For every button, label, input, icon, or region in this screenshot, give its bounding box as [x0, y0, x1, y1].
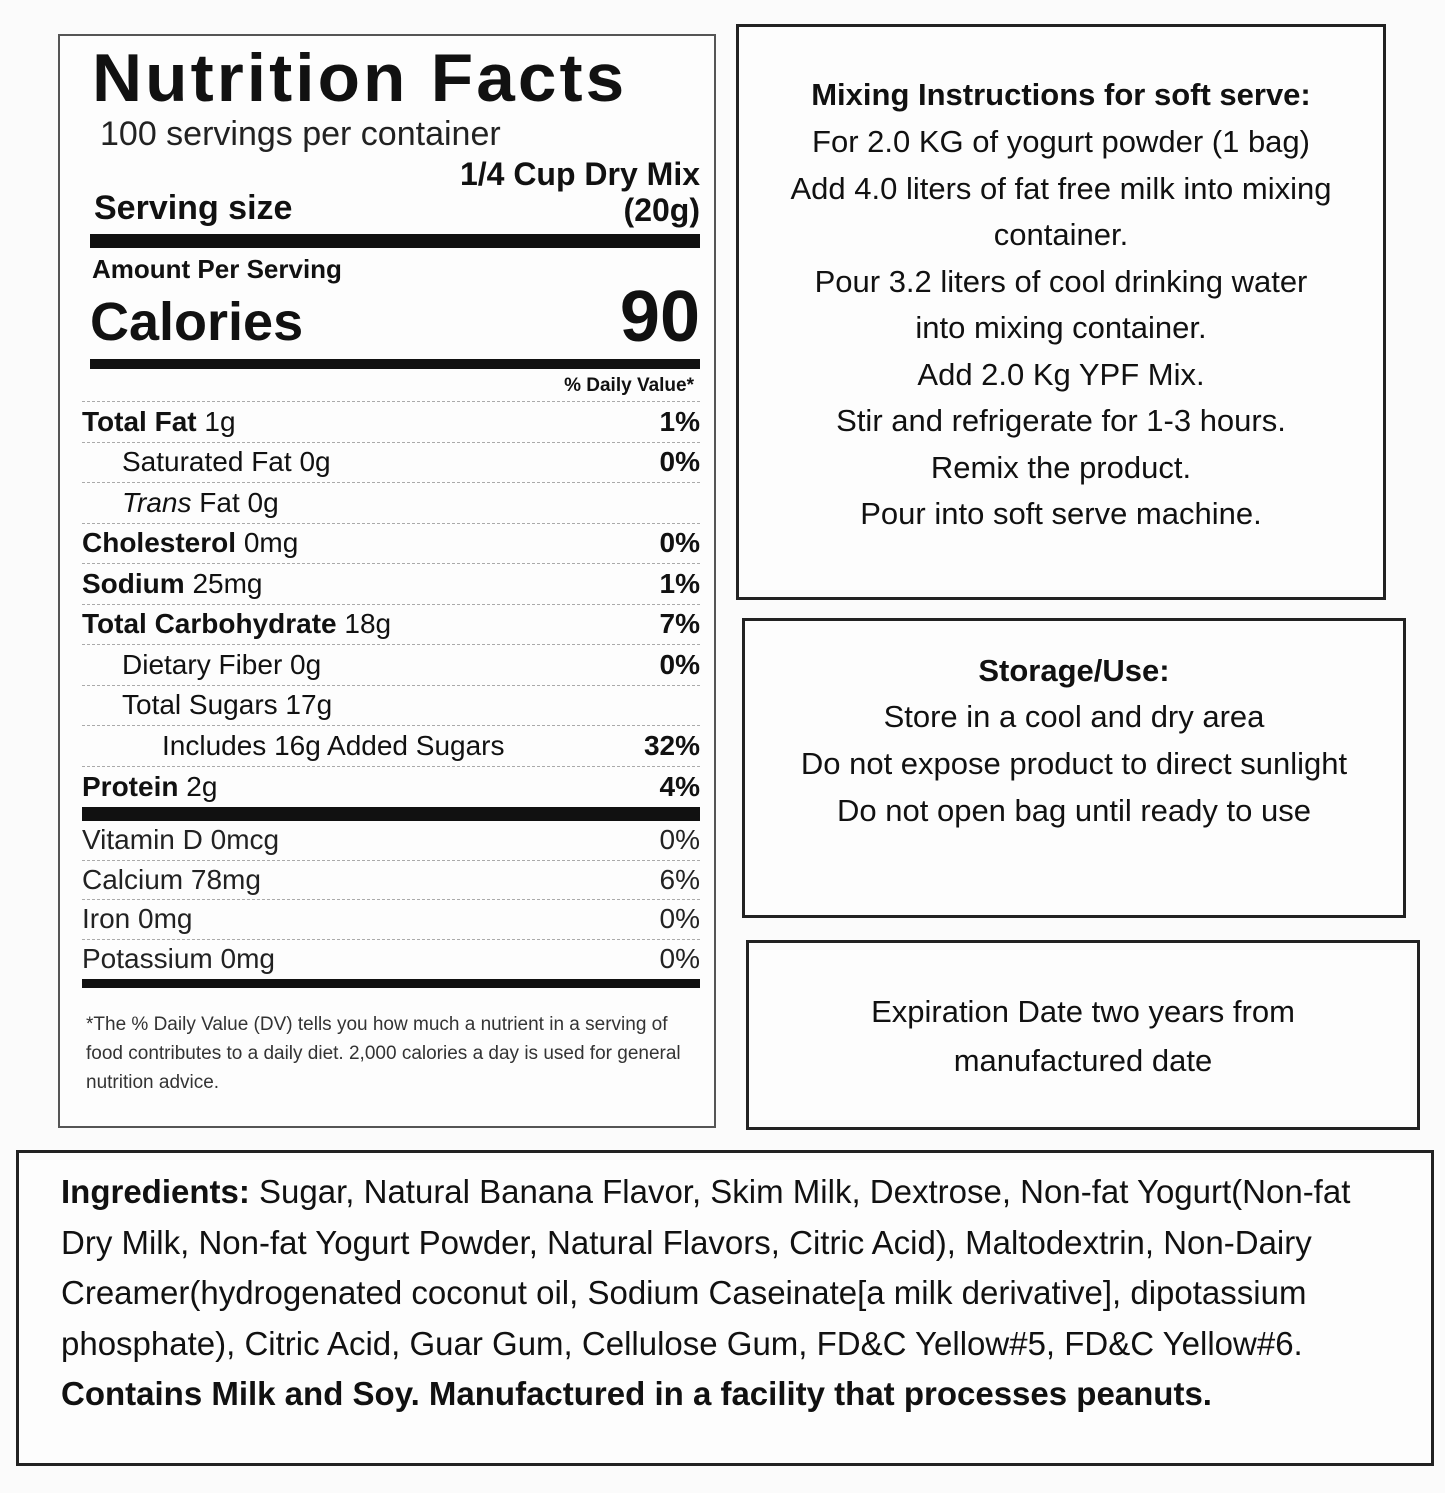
instruction-line: Add 2.0 Kg YPF Mix. [917, 356, 1205, 392]
nutrient-amount: 0g [299, 446, 331, 478]
nutrient-amount: 25mg [192, 567, 263, 599]
nutrient-name: Cholesterol [82, 527, 237, 559]
nutrition-facts-title: Nutrition Facts [92, 40, 628, 116]
nutrient-dv: 32% [643, 729, 700, 761]
vitamin-row [82, 940, 700, 980]
amount-per-serving: Amount Per Serving [92, 254, 342, 284]
nutrient-dv: 1% [659, 405, 700, 437]
divider-medium [82, 979, 700, 988]
instruction-line: Remix the product. [930, 449, 1192, 485]
daily-value-header: % Daily Value* [82, 369, 700, 402]
nutrient-amount: 17g [285, 689, 333, 721]
nutrient-row [82, 483, 700, 524]
vitamin-label: Iron 0mg [82, 903, 193, 935]
nutrition-facts-panel [58, 34, 716, 1128]
vitamin-dv: 0% [659, 824, 700, 856]
serving-size-label: Serving size [94, 189, 293, 227]
nutrient-dv: 0% [659, 446, 700, 478]
nutrient-row [82, 686, 700, 727]
nutrient-name: Dietary Fiber [122, 648, 283, 680]
nutrient-amount: Fat 0g [199, 486, 279, 518]
storage-title: Storage/Use: [978, 653, 1170, 688]
expiration-box [746, 940, 1420, 1130]
storage-line: Store in a cool and dry area [883, 699, 1265, 734]
nutrient-dv: 0% [659, 527, 700, 559]
vitamin-dv: 0% [659, 943, 700, 975]
instruction-line: Pour into soft serve machine. [860, 496, 1262, 531]
nutrient-row [82, 443, 700, 484]
nutrient-name: Total Fat [82, 405, 197, 437]
instruction-line: Stir and refrigerate for 1-3 hours. [836, 403, 1286, 438]
vitamin-dv: 0% [659, 903, 700, 935]
nutrient-amount: 18g [344, 608, 392, 640]
nutrient-row [82, 767, 700, 808]
daily-value-footnote: *The % Daily Value (DV) tells you how much a nutrient in a serving of food contributes to a daily diet. 2,000 calories a day is used for general nutrition advice. [86, 1014, 681, 1093]
divider-thick [90, 359, 700, 369]
vitamin-row [82, 821, 700, 861]
ingredients-text [61, 1167, 1391, 1369]
storage-line: Do not open bag until ready to use [837, 793, 1311, 828]
calories-value: 90 [619, 277, 700, 357]
nutrient-dv: 0% [659, 648, 700, 680]
vitamin-label: Calcium 78mg [82, 863, 261, 895]
nutrient-amount: 0mg [243, 527, 299, 559]
nutrient-row [82, 645, 700, 686]
ingredients-label: Ingredients: [61, 1173, 250, 1210]
nutrient-name: Protein [82, 770, 179, 802]
nutrient-amount: 2g [186, 770, 218, 802]
nutrient-name: Trans [122, 486, 192, 518]
mixing-instructions-box [736, 24, 1386, 600]
servings-per-container: 100 servings per container [100, 115, 501, 153]
divider-thick [90, 234, 700, 248]
vitamin-label: Vitamin D 0mcg [82, 824, 280, 856]
nutrient-row [82, 402, 700, 443]
nutrient-row [82, 524, 700, 565]
nutrient-amount: 0g [290, 648, 322, 680]
instruction-line: Add 4.0 liters of fat free milk into mixing container. [790, 170, 1332, 252]
instruction-line: Pour 3.2 liters of cool drinking water into mixing container. [814, 263, 1308, 345]
vitamin-row [82, 900, 700, 940]
nutrient-row [82, 605, 700, 646]
serving-size-row [82, 156, 700, 234]
mixing-instructions-title: Mixing Instructions for soft serve: [811, 77, 1311, 112]
expiration-text: Expiration Date two years from manufactured date [871, 994, 1295, 1078]
serving-size-line1: 1/4 Cup Dry Mix [459, 156, 700, 192]
storage-box [742, 618, 1406, 918]
nutrient-dv: 1% [659, 567, 700, 599]
nutrient-dv: 4% [659, 770, 700, 802]
nutrient-name: Includes 16g Added Sugars [162, 729, 505, 761]
calories-label: Calories [90, 292, 304, 352]
nutrient-name: Total Carbohydrate [82, 608, 337, 640]
nutrient-name: Sodium [82, 567, 185, 599]
ingredients-box [16, 1150, 1434, 1466]
divider-thick [82, 807, 700, 821]
nutrient-name: Total Sugars [122, 689, 278, 721]
storage-line: Do not expose product to direct sunlight [800, 746, 1348, 781]
nutrient-row [82, 564, 700, 605]
vitamin-dv: 6% [659, 863, 700, 895]
ingredients-list: Sugar, Natural Banana Flavor, Skim Milk, Dextrose, Non-fat Yogurt(Non-fat Dry Milk, Non-fat Yogurt Powder, Natural Flavors, Citric Acid), Maltodextrin, Non-Dairy Creamer(hydrogenated coconut oil, Sodium Caseinate[a milk derivative], dipotassium phosphate), Citric Acid, Guar Gum, Cellulose Gum, FD&C Yellow#5, FD&C Yellow#6. [61, 1173, 1351, 1362]
nutrient-row [82, 726, 700, 767]
nutrient-dv: 7% [659, 608, 700, 640]
allergen-statement: Contains Milk and Soy. Manufactured in a facility that processes peanuts. [61, 1375, 1212, 1412]
vitamin-row [82, 861, 700, 901]
serving-size-value [460, 156, 700, 228]
calories-row [90, 277, 700, 357]
serving-size-line2: (20g) [623, 192, 700, 228]
nutrient-amount: 1g [204, 405, 236, 437]
nutrient-name: Saturated Fat [122, 446, 292, 478]
vitamin-label: Potassium 0mg [82, 943, 275, 975]
instruction-line: For 2.0 KG of yogurt powder (1 bag) [812, 124, 1310, 159]
